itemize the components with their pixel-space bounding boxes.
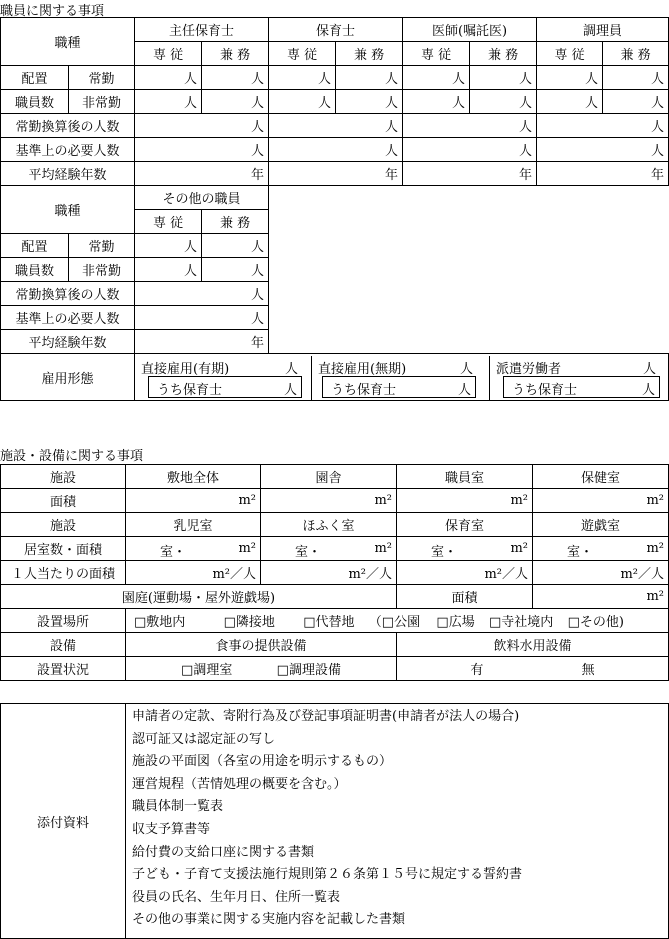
water-yes-option[interactable]: 有	[470, 663, 484, 678]
required-field[interactable]: 人	[135, 306, 269, 330]
role-header: 職種	[1, 186, 135, 234]
dedicated-header: 専 従	[537, 42, 603, 66]
yard-area-field[interactable]: m²	[533, 585, 669, 609]
attachments-table	[0, 703, 669, 939]
parttime-label: 非常勤	[69, 90, 135, 114]
room-count-label: 居室数・面積	[1, 537, 126, 561]
dispatch-label: 派遣労働者	[496, 362, 562, 377]
fte-field[interactable]: 人	[135, 282, 269, 306]
staff-count-label: 職員数	[1, 90, 69, 114]
room-count-field[interactable]: 室・ m²	[397, 537, 533, 561]
shrine-label: 寺社境内	[501, 615, 554, 630]
required-field[interactable]: 人	[135, 138, 269, 162]
attachment-item: 子ども・子育て支援法施行規則第２６条第１５号に規定する誓約書	[132, 867, 523, 883]
count-field[interactable]: 人	[135, 66, 202, 90]
fulltime-label: 常勤	[69, 66, 135, 90]
onsite-checkbox[interactable]	[134, 615, 146, 630]
dedicated-header: 専 従	[403, 42, 470, 66]
water-status	[397, 657, 669, 681]
concurrent-header: 兼 務	[603, 42, 669, 66]
area-label: 面積	[1, 489, 126, 513]
attachment-item: 申請者の定款、寄附行為及び登記事項証明書(申請者が法人の場合)	[132, 709, 520, 724]
area-field[interactable]: m²	[261, 489, 397, 513]
count-field[interactable]: 人	[603, 90, 669, 114]
meal-status	[126, 657, 397, 681]
attachment-item: 職員体制一覧表	[132, 799, 224, 815]
area-field[interactable]: m²	[126, 489, 261, 513]
attachment-item: 役員の氏名、生年月日、住所一覧表	[132, 889, 341, 905]
alt-checkbox[interactable]	[303, 615, 315, 630]
fte-field[interactable]: 人	[537, 114, 669, 138]
other-checkbox[interactable]	[568, 615, 580, 630]
per-person-field[interactable]: m²／人	[533, 561, 669, 585]
direct-open-nursery-box[interactable]	[322, 376, 476, 398]
employment-cell	[135, 354, 669, 401]
concurrent-header: 兼 務	[202, 42, 269, 66]
direct-fixed-nursery-box[interactable]	[148, 376, 302, 398]
count-field[interactable]: 人	[537, 90, 603, 114]
per-person-label: １人当たりの面積	[1, 561, 126, 585]
dispatch-unit: 人	[643, 362, 657, 377]
parttime-label: 非常勤	[69, 258, 135, 282]
count-field[interactable]: 人	[403, 90, 470, 114]
count-field[interactable]: 人	[135, 258, 202, 282]
required-field[interactable]: 人	[403, 138, 537, 162]
plaza-label: 広場	[448, 615, 475, 630]
plaza-checkbox[interactable]	[436, 615, 448, 630]
room-infant: 乳児室	[126, 513, 261, 537]
direct-fixed-unit: 人	[285, 362, 299, 377]
count-field[interactable]: 人	[470, 66, 537, 90]
room-building: 園舎	[261, 465, 397, 489]
onsite-label: 敷地内	[146, 615, 186, 630]
area-field[interactable]: m²	[533, 489, 669, 513]
staff-table	[0, 17, 669, 401]
concurrent-header: 兼 務	[336, 42, 403, 66]
attachment-item: 給付費の支給口座に関する書類	[132, 844, 315, 860]
count-field[interactable]: 人	[470, 90, 537, 114]
adjacent-checkbox[interactable]	[224, 615, 236, 630]
per-person-field[interactable]: m²／人	[397, 561, 533, 585]
count-field[interactable]: 人	[537, 66, 603, 90]
count-field[interactable]: 人	[202, 90, 269, 114]
fte-label: 常勤換算後の人数	[1, 282, 135, 306]
other-label: その他)	[579, 615, 624, 630]
cooking-equipment-label: 調理設備	[288, 663, 341, 678]
attachment-item: 運営規程（苦情処理の概要を含む。）	[132, 776, 347, 792]
room-count-field[interactable]: 室・ m²	[533, 537, 669, 561]
yard-area-label: 面積	[397, 585, 533, 609]
direct-open-unit: 人	[460, 362, 474, 377]
required-label: 基準上の必要人数	[1, 138, 135, 162]
dedicated-header: 専 従	[135, 210, 202, 234]
count-field[interactable]: 人	[336, 66, 403, 90]
room-crawl: ほふく室	[261, 513, 397, 537]
count-field[interactable]: 人	[269, 90, 336, 114]
avg-years-label: 平均経験年数	[1, 162, 135, 186]
years-field[interactable]: 年	[269, 162, 403, 186]
blank-area	[269, 186, 669, 354]
of-which-unit: 人	[284, 383, 298, 398]
room-nursery: 保育室	[397, 513, 533, 537]
count-field[interactable]: 人	[336, 90, 403, 114]
fte-field[interactable]: 人	[135, 114, 269, 138]
role-chief-nursery: 主任保育士	[135, 18, 269, 42]
kitchen-checkbox[interactable]	[181, 663, 193, 678]
role-other: その他の職員	[135, 186, 269, 210]
placement-label: 配置	[1, 234, 69, 258]
count-field[interactable]: 人	[202, 258, 269, 282]
park-checkbox[interactable]	[382, 615, 394, 630]
facility-section-title: 施設・設備に関する事項	[0, 449, 144, 464]
yard-label: 園庭(運動場・屋外遊戯場)	[1, 585, 397, 609]
kitchen-label: 調理室	[193, 663, 233, 678]
room-site: 敷地全体	[126, 465, 261, 489]
adjacent-label: 隣接地	[235, 615, 275, 630]
staff-section-title: 職員に関する事項	[0, 4, 105, 19]
attachments-label: 添付資料	[1, 704, 126, 939]
attachment-item: 収支予算書等	[132, 821, 211, 837]
per-person-field[interactable]: m²／人	[261, 561, 397, 585]
count-field[interactable]: 人	[202, 66, 269, 90]
facility-label: 施設	[1, 465, 126, 489]
required-field[interactable]: 人	[269, 138, 403, 162]
water-equipment-label: 飲料水用設備	[397, 633, 669, 657]
attachment-item: 施設の平面図（各室の用途を明示するもの）	[132, 754, 393, 770]
equipment-label: 設備	[1, 633, 126, 657]
fte-field[interactable]: 人	[269, 114, 403, 138]
concurrent-header: 兼 務	[470, 42, 537, 66]
location-options	[126, 609, 669, 633]
shrine-checkbox[interactable]	[489, 615, 501, 630]
years-field[interactable]: 年	[403, 162, 537, 186]
meal-equipment-label: 食事の提供設備	[126, 633, 397, 657]
room-staff: 職員室	[397, 465, 533, 489]
staff-count-label: 職員数	[1, 258, 69, 282]
years-field[interactable]: 年	[135, 162, 269, 186]
per-person-field[interactable]: m²／人	[126, 561, 261, 585]
count-field[interactable]: 人	[202, 234, 269, 258]
employment-label: 雇用形態	[1, 354, 135, 401]
attachment-item: 認可証又は認定証の写し	[132, 731, 276, 747]
role-nursery: 保育士	[269, 18, 403, 42]
location-label: 設置場所	[1, 609, 126, 633]
avg-years-label: 平均経験年数	[1, 330, 135, 354]
count-field[interactable]: 人	[135, 90, 202, 114]
facility-table	[0, 464, 669, 681]
fte-label: 常勤換算後の人数	[1, 114, 135, 138]
required-label: 基準上の必要人数	[1, 306, 135, 330]
dedicated-header: 専 従	[135, 42, 202, 66]
of-which-unit: 人	[642, 383, 656, 398]
placement-label: 配置	[1, 66, 69, 90]
dedicated-header: 専 従	[269, 42, 336, 66]
dispatch-nursery-box[interactable]	[503, 376, 660, 398]
room-count-field[interactable]: 室・ m²	[126, 537, 261, 561]
room-count-field[interactable]: 室・ m²	[261, 537, 397, 561]
alt-label: 代替地	[315, 615, 355, 630]
of-which-label: うち保育士	[512, 383, 578, 398]
of-which-label: うち保育士	[331, 383, 397, 398]
count-field[interactable]: 人	[135, 234, 202, 258]
count-field[interactable]: 人	[603, 66, 669, 90]
direct-open-label: 直接雇用(無期)	[318, 362, 407, 377]
role-doctor: 医師(嘱託医)	[403, 18, 537, 42]
years-field[interactable]: 年	[135, 330, 269, 354]
required-field[interactable]: 人	[537, 138, 669, 162]
of-which-unit: 人	[458, 383, 472, 398]
room-health: 保健室	[533, 465, 669, 489]
park-label: 公園	[394, 615, 421, 630]
cooking-equipment-checkbox[interactable]	[277, 663, 289, 678]
attachments-list	[126, 704, 669, 939]
role-header: 職種	[1, 18, 135, 66]
status-label: 設置状況	[1, 657, 126, 681]
employment-divider	[489, 356, 490, 400]
count-field[interactable]: 人	[269, 66, 336, 90]
count-field[interactable]: 人	[403, 66, 470, 90]
years-field[interactable]: 年	[537, 162, 669, 186]
concurrent-header: 兼 務	[202, 210, 269, 234]
facility-label: 施設	[1, 513, 126, 537]
room-play: 遊戯室	[533, 513, 669, 537]
area-field[interactable]: m²	[397, 489, 533, 513]
direct-fixed-label: 直接雇用(有期)	[141, 362, 230, 377]
attachment-item: その他の事業に関する実施内容を記載した書類	[132, 912, 406, 928]
fulltime-label: 常勤	[69, 234, 135, 258]
employment-divider	[311, 356, 312, 400]
fte-field[interactable]: 人	[403, 114, 537, 138]
role-cook: 調理員	[537, 18, 669, 42]
water-no-option[interactable]: 無	[581, 663, 595, 678]
of-which-label: うち保育士	[157, 383, 223, 398]
open-paren: （	[368, 615, 382, 630]
